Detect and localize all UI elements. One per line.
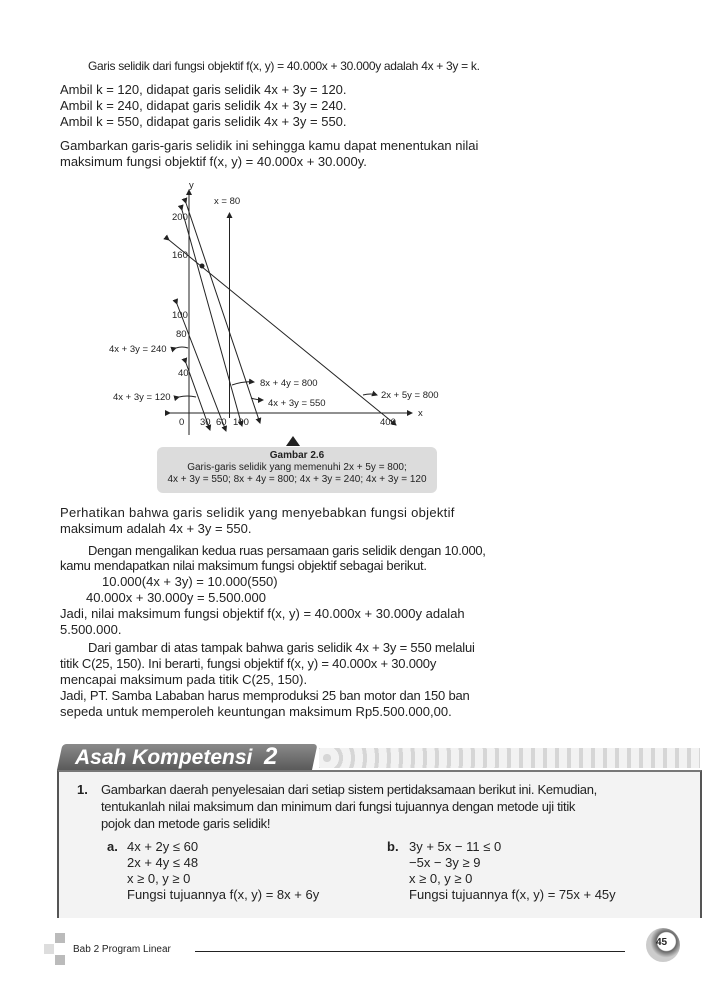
part-a-line: 4x + 2y ≤ 60 (127, 839, 199, 854)
xtick: 0 (179, 417, 185, 428)
part-b-line: −5x − 3y ≥ 9 (409, 855, 481, 870)
ytick: 80 (176, 329, 187, 340)
caption-line: Garis-garis selidik yang memenuhi 2x + 5y = 800; (187, 462, 407, 473)
part-b-line: x ≥ 0, y ≥ 0 (409, 871, 473, 886)
label-2x5y: 2x + 5y = 800 (381, 390, 439, 401)
section-title: Asah Kompetensi (75, 746, 253, 769)
intro-line: Garis selidik dari fungsi objektif f(x, y) = 40.000x + 30.000y adalah 4x + 3y = k. (88, 59, 480, 73)
question-number: 1. (77, 782, 88, 797)
paragraph: kamu mendapatkan nilai maksimum fungsi objektif sebagai berikut. (60, 558, 427, 573)
y-label: y (189, 180, 194, 191)
equation: 10.000(4x + 3y) = 10.000(550) (102, 574, 278, 589)
caption-title: Gambar 2.6 (269, 450, 325, 461)
ytick: 40 (178, 368, 189, 379)
paragraph: Jadi, nilai maksimum fungsi objektif f(x, y) = 40.000x + 30.000y adalah (60, 606, 465, 621)
footer-chapter: Bab 2 Program Linear (73, 944, 171, 955)
xtick: 30 (200, 417, 211, 428)
line-4x3y-550 (186, 203, 260, 423)
x80-label: x = 80 (214, 196, 241, 207)
ytick: 160 (172, 250, 188, 261)
draw-instruction: Gambarkan garis-garis selidik ini sehingga kamu dapat menentukan nilai (60, 138, 479, 153)
take-k-550: Ambil k = 550, didapat garis selidik 4x + 3y = 550. (60, 114, 347, 129)
part-b-line: 3y + 5x − 11 ≤ 0 (409, 839, 502, 854)
part-a-line: x ≥ 0, y ≥ 0 (127, 871, 191, 886)
paragraph: sepeda untuk memperoleh keuntungan maksimum Rp5.500.000,00. (60, 704, 452, 719)
ytick: 200 (172, 212, 188, 223)
caption-line: 4x + 3y = 550; 8x + 4y = 800; 4x + 3y = 240; 4x + 3y = 120 (167, 474, 427, 485)
question-text: Gambarkan daerah penyelesaian dari setiap sistem pertidaksamaan berikut ini. Kemudian, (101, 782, 597, 797)
label-240: 4x + 3y = 240 (109, 344, 167, 355)
take-k-240: Ambil k = 240, didapat garis selidik 4x + 3y = 240. (60, 98, 347, 113)
question-text: pojok dan metode garis selidik! (101, 816, 271, 831)
xtick: 100 (233, 417, 249, 428)
xtick: 400 (380, 417, 396, 428)
take-k-120: Ambil k = 120, didapat garis selidik 4x + 3y = 120. (60, 82, 347, 97)
optimum-point (200, 264, 205, 269)
section-number: 2 (264, 743, 278, 770)
part-a-line: Fungsi tujuannya f(x, y) = 8x + 6y (127, 887, 320, 902)
exercise-box (57, 770, 702, 918)
x-label: x (418, 408, 423, 419)
dot-pattern (319, 748, 700, 768)
page-number: 45 (656, 937, 668, 948)
asah-kompetensi-header (57, 744, 700, 772)
label-550: 4x + 3y = 550 (268, 398, 326, 409)
paragraph: Perhatikan bahwa garis selidik yang menyebabkan fungsi objektif (60, 505, 455, 520)
footer-rule (195, 951, 625, 952)
paragraph: maksimum adalah 4x + 3y = 550. (60, 521, 252, 536)
paragraph: Jadi, PT. Samba Lababan harus memproduksi 25 ban motor dan 150 ban (60, 688, 470, 703)
figure-caption (157, 447, 437, 493)
question-text: tentukanlah nilai maksimum dan minimum dari fungsi tujuannya dengan metode uji titik (101, 799, 576, 814)
paragraph: Dari gambar di atas tampak bahwa garis selidik 4x + 3y = 550 melalui (88, 640, 475, 655)
label-120: 4x + 3y = 120 (113, 392, 171, 403)
xtick: 60 (216, 417, 227, 428)
caption-pointer (286, 436, 300, 446)
part-b-label: b. (387, 839, 399, 854)
paragraph: mencapai maksimum pada titik C(25, 150). (60, 672, 308, 687)
equation: 40.000x + 30.000y = 5.500.000 (86, 590, 266, 605)
part-a-line: 2x + 4y ≤ 48 (127, 855, 199, 870)
draw-instruction-2: maksimum fungsi objektif f(x, y) = 40.000x + 30.000y. (60, 154, 367, 169)
part-b-line: Fungsi tujuannya f(x, y) = 75x + 45y (409, 887, 616, 902)
label-8x4y: 8x + 4y = 800 (260, 378, 318, 389)
paragraph: 5.500.000. (60, 622, 122, 637)
paragraph: titik C(25, 150). Ini berarti, fungsi objektif f(x, y) = 40.000x + 30.000y (60, 656, 437, 671)
ytick: 100 (172, 310, 188, 321)
paragraph: Dengan mengalikan kedua ruas persamaan garis selidik dengan 10.000, (88, 543, 486, 558)
part-a-label: a. (107, 839, 118, 854)
